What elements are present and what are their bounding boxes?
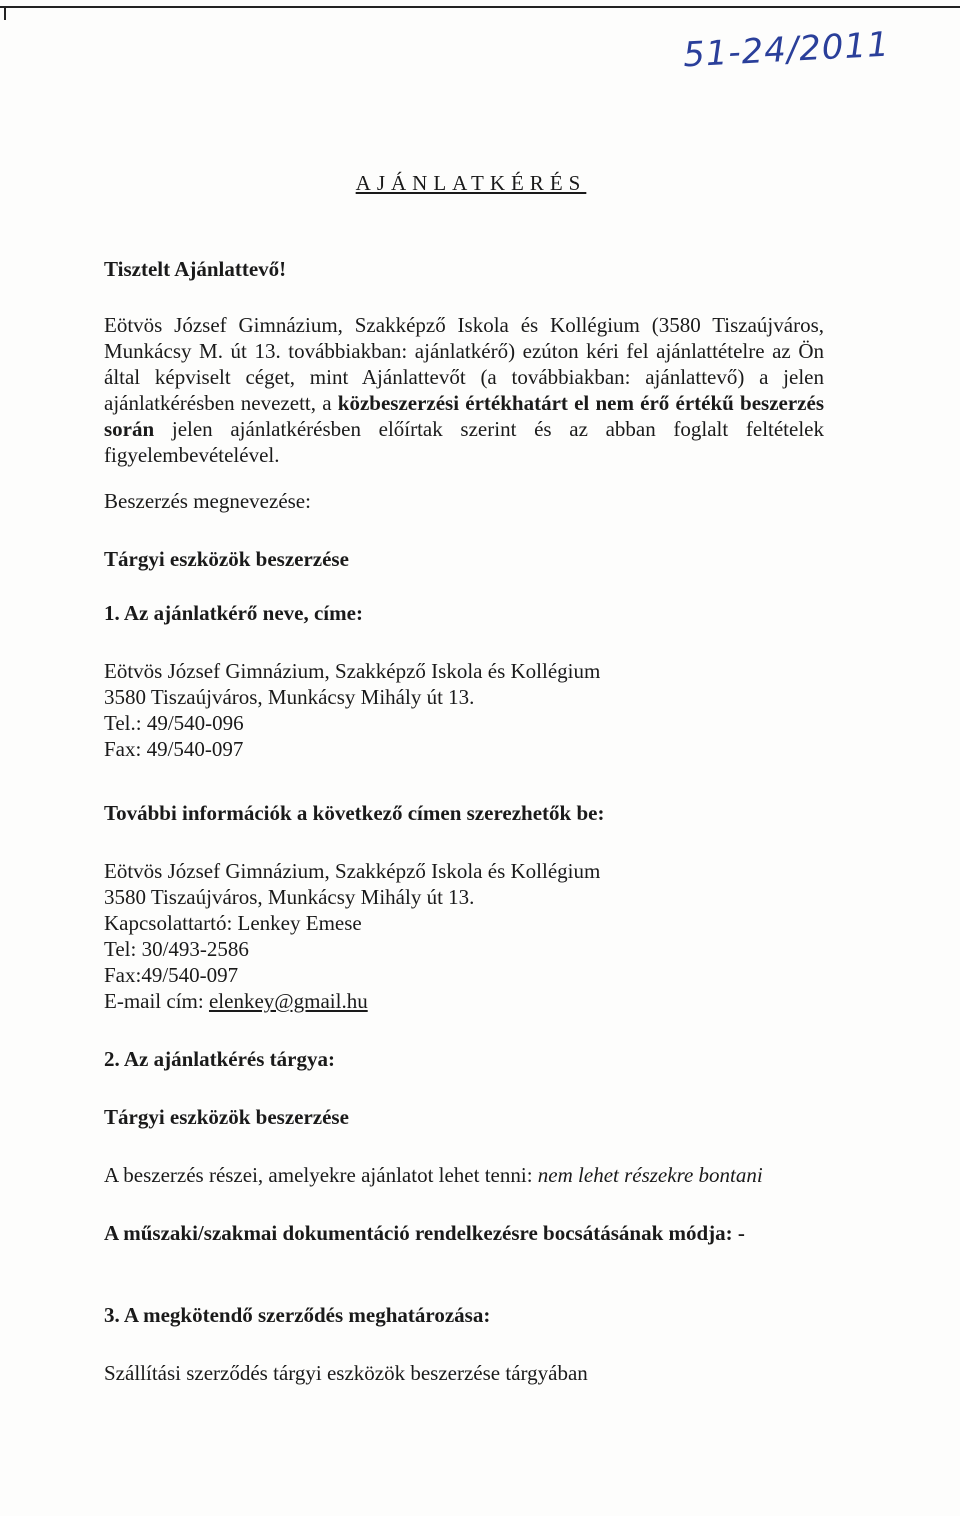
section-3-text: Szállítási szerződés tárgyi eszközök beszerzése tárgyában: [104, 1361, 588, 1385]
contact-phone-line: Tel: 30/493-2586: [104, 937, 249, 961]
handwritten-reference-number: 51-24/2011: [682, 24, 891, 76]
requester-phone-line: Tel.: 49/540-096: [104, 711, 244, 735]
spacer: [104, 762, 824, 800]
section-1-heading: 1. Az ajánlatkérő neve, címe:: [104, 601, 363, 625]
requester-address-line: 3580 Tiszaújváros, Munkácsy Mihály út 13.: [104, 685, 475, 709]
section-2-subject: Tárgyi eszközök beszerzése: [104, 1105, 349, 1129]
salutation: Tisztelt Ajánlattevő!: [104, 257, 287, 281]
documentation-line: A műszaki/szakmai dokumentáció rendelkezésre bocsátásának módja: -: [104, 1221, 745, 1245]
email-link[interactable]: elenkey@gmail.hu: [208, 989, 368, 1013]
parts-value: nem lehet részekre bontani: [537, 1163, 763, 1187]
document-body: [104, 170, 824, 1386]
more-info-heading: További információk a következő címen szerezhetők be:: [104, 801, 605, 825]
parts-label: A beszerzés részei, amelyekre ajánlatot lehet tenni:: [104, 1163, 538, 1187]
scan-edge-mark: [4, 6, 6, 20]
procurement-name: Tárgyi eszközök beszerzése: [104, 547, 349, 571]
contact-fax-line: Fax:49/540-097: [104, 963, 239, 987]
scan-edge-line: [0, 6, 960, 8]
spacer: [104, 1188, 824, 1220]
spacer: [104, 1014, 824, 1046]
spacer: [104, 1130, 824, 1162]
spacer: [104, 826, 824, 858]
email-label: E-mail cím:: [104, 989, 209, 1013]
contact-email-line: [104, 988, 824, 1014]
intro-paragraph: [104, 312, 824, 468]
requester-fax-line: Fax: 49/540-097: [104, 737, 244, 761]
contact-person-line: Kapcsolattartó: Lenkey Emese: [104, 911, 362, 935]
section-2-heading: 2. Az ajánlatkérés tárgya:: [104, 1047, 335, 1071]
contact-name-line: Eötvös József Gimnázium, Szakképző Iskola és Kollégium: [104, 859, 601, 883]
intro-bold-text: közbeszerzési értékhatárt el nem érő értékű beszerzés során: [104, 391, 824, 441]
parts-line: [104, 1162, 824, 1188]
intro-text-2: jelen ajánlatkérésben előírtak szerint és az abban foglalt feltételek figyelembevételével.: [104, 417, 824, 467]
requester-name-line: Eötvös József Gimnázium, Szakképző Iskola és Kollégium: [104, 659, 601, 683]
spacer: [104, 1072, 824, 1104]
contact-address-line: 3580 Tiszaújváros, Munkácsy Mihály út 13.: [104, 885, 475, 909]
spacer: [104, 572, 824, 600]
spacer: [104, 1246, 824, 1302]
section-3-heading: 3. A megkötendő szerződés meghatározása:: [104, 1303, 491, 1327]
procurement-name-label: Beszerzés megnevezése:: [104, 489, 311, 513]
spacer: [104, 514, 824, 546]
spacer: [104, 1328, 824, 1360]
document-title: AJÁNLATKÉRÉS: [355, 171, 587, 195]
spacer: [104, 626, 824, 658]
intro-text-1: Eötvös József Gimnázium, Szakképző Iskola és Kollégium (3580 Tiszaújváros, Munkácsy M. út 13. továbbiakban: ajánlatkérő) ezúton kéri fel ajánlattételre az Ön által képviselt céget, mint Ajánlattevőt (a továbbiakban: ajánlattevő) a jelen ajánlatkérésben nevezett, a: [104, 313, 824, 415]
